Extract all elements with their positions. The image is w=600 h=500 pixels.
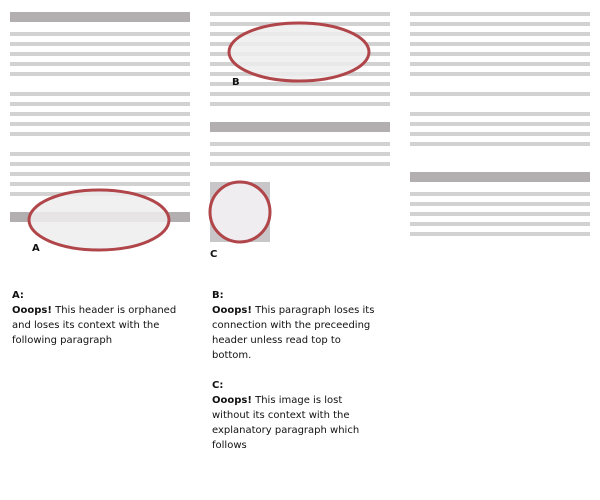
text-line <box>410 222 590 226</box>
text-line <box>410 12 590 16</box>
text-line <box>10 92 190 96</box>
text-line <box>10 152 190 156</box>
marker-label-c: C <box>210 249 218 260</box>
text-line <box>410 42 590 46</box>
header-bar <box>410 172 590 182</box>
text-line <box>210 92 390 96</box>
text-line <box>10 112 190 116</box>
caption-a-oops: Ooops! <box>12 305 52 316</box>
caption-a-title: A: <box>12 290 24 301</box>
caption-c-title: C: <box>212 380 224 391</box>
text-line <box>10 32 190 36</box>
text-line <box>10 162 190 166</box>
text-line <box>410 22 590 26</box>
caption-c-text: This image is lost without its context with the explanatory paragraph which follows <box>212 395 360 451</box>
text-line <box>410 32 590 36</box>
text-line <box>410 212 590 216</box>
text-line <box>10 52 190 56</box>
text-line <box>10 42 190 46</box>
marker-label-b: B <box>232 77 240 88</box>
text-line <box>410 122 590 126</box>
text-line <box>10 132 190 136</box>
text-line <box>410 192 590 196</box>
text-line <box>410 142 590 146</box>
text-line <box>10 72 190 76</box>
text-line <box>410 202 590 206</box>
text-line <box>210 142 390 146</box>
text-line <box>410 92 590 96</box>
text-line <box>410 62 590 66</box>
header-bar <box>10 12 190 22</box>
highlight-ellipse-b <box>229 23 369 81</box>
text-line <box>10 62 190 66</box>
text-line <box>210 152 390 156</box>
text-line <box>10 182 190 186</box>
caption-b <box>212 288 382 363</box>
column-1-page <box>10 12 190 254</box>
text-line <box>10 122 190 126</box>
highlight-ellipse-a <box>29 190 169 250</box>
text-line <box>410 112 590 116</box>
text-line <box>210 12 390 16</box>
text-line <box>210 102 390 106</box>
text-line <box>410 72 590 76</box>
text-line <box>210 162 390 166</box>
caption-a-text: This header is orphaned and loses its context with the following paragraph <box>12 305 177 346</box>
text-line <box>10 172 190 176</box>
text-line <box>410 232 590 236</box>
column-2-page <box>210 12 390 260</box>
caption-c <box>212 378 382 453</box>
highlight-circle-c <box>210 182 270 242</box>
text-line <box>10 102 190 106</box>
marker-label-a: A <box>32 243 40 254</box>
caption-b-title: B: <box>212 290 224 301</box>
caption-a <box>12 288 182 348</box>
caption-b-oops: Ooops! <box>212 305 252 316</box>
caption-b-text: This paragraph loses its connection with the preceeding header unless read top to bottom. <box>212 305 375 361</box>
column-3-page <box>410 12 590 236</box>
text-line <box>410 52 590 56</box>
text-line <box>410 132 590 136</box>
header-bar <box>210 122 390 132</box>
caption-c-oops: Ooops! <box>212 395 252 406</box>
